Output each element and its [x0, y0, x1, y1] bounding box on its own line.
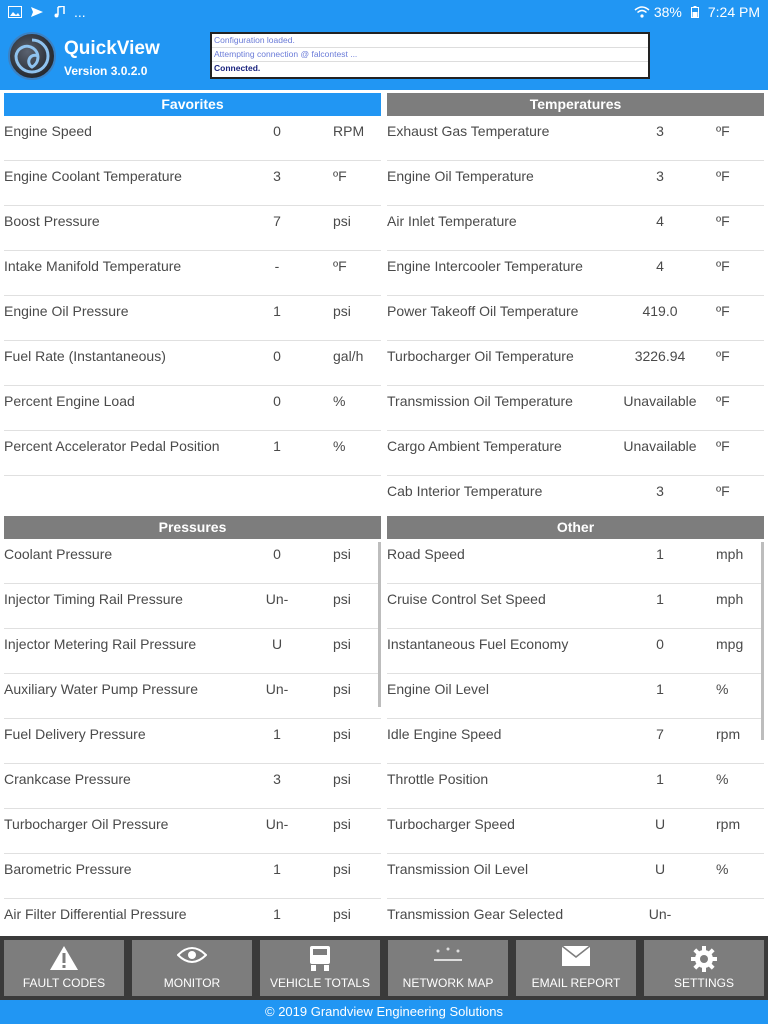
list-item[interactable]	[4, 899, 381, 935]
row-value: 0	[273, 348, 281, 364]
row-label: Intake Manifold Temperature	[4, 258, 182, 274]
row-unit: psi	[333, 861, 351, 877]
list-item[interactable]	[4, 539, 381, 584]
copyright-footer: © 2019 Grandview Engineering Solutions	[0, 1000, 768, 1024]
list-item[interactable]	[387, 539, 764, 584]
row-value: 3	[656, 168, 664, 184]
row-value: 3	[656, 123, 664, 139]
log-line: Connected.	[214, 63, 261, 73]
fault-codes-label: FAULT CODES	[22, 976, 106, 990]
monitor-button[interactable]	[132, 940, 252, 996]
other-list	[387, 539, 764, 935]
temperatures-header: Temperatures	[387, 93, 764, 116]
row-value: 0	[273, 393, 281, 409]
row-unit: psi	[333, 816, 351, 832]
app-logo	[8, 32, 56, 80]
eye-icon	[177, 945, 207, 965]
row-value: U	[271, 636, 283, 652]
list-item[interactable]	[387, 251, 764, 296]
list-item[interactable]	[387, 584, 764, 629]
row-value: 419.0	[642, 303, 678, 319]
row-label: Fuel Delivery Pressure	[4, 726, 146, 742]
list-item[interactable]	[387, 854, 764, 899]
row-value: 3	[273, 771, 281, 787]
row-value: 3	[273, 168, 281, 184]
list-item[interactable]	[4, 386, 381, 431]
row-unit: %	[716, 681, 729, 697]
row-label: Auxiliary Water Pump Pressure	[4, 681, 198, 697]
row-value: 1	[656, 771, 664, 787]
row-label: Transmission Oil Temperature	[387, 393, 573, 409]
swirl-logo-icon	[10, 34, 54, 78]
row-value: 3	[656, 483, 664, 499]
row-unit: mph	[716, 591, 744, 607]
list-item[interactable]	[4, 161, 381, 206]
row-unit: ºF	[716, 483, 730, 499]
row-value: 0	[273, 546, 281, 562]
row-unit: ºF	[716, 438, 730, 454]
list-item[interactable]	[4, 854, 381, 899]
list-item[interactable]	[387, 431, 764, 476]
row-value: Unavailable	[623, 438, 697, 454]
list-item[interactable]	[387, 764, 764, 809]
row-unit: mpg	[716, 636, 744, 652]
list-item[interactable]	[4, 296, 381, 341]
row-label: Cruise Control Set Speed	[387, 591, 546, 607]
list-item[interactable]	[4, 431, 381, 476]
wifi-icon	[634, 6, 648, 18]
row-label: Percent Accelerator Pedal Position	[4, 438, 220, 454]
row-label: Turbocharger Oil Pressure	[4, 816, 169, 832]
row-label: Injector Metering Rail Pressure	[4, 636, 197, 652]
row-value: 1	[273, 906, 281, 922]
row-value: 1	[273, 438, 281, 454]
row-label: Cab Interior Temperature	[387, 483, 543, 499]
row-label: Coolant Pressure	[4, 546, 113, 562]
row-unit: mph	[716, 546, 744, 562]
network-icon	[433, 945, 463, 965]
list-item[interactable]	[4, 341, 381, 386]
settings-label: SETTINGS	[673, 976, 734, 990]
row-unit: psi	[333, 726, 351, 742]
list-item[interactable]	[387, 899, 764, 935]
row-label: Fuel Rate (Instantaneous)	[4, 348, 166, 364]
log-line: Attempting connection @ falcontest ...	[212, 48, 648, 62]
other-header: Other	[387, 516, 764, 539]
row-value: Un-	[648, 906, 672, 922]
status-bar	[0, 0, 768, 24]
more-notifications: ...	[74, 4, 86, 20]
list-item[interactable]	[387, 296, 764, 341]
row-unit: psi	[333, 546, 351, 562]
row-unit: RPM	[333, 123, 365, 139]
list-item[interactable]	[4, 206, 381, 251]
row-unit: %	[333, 438, 346, 454]
list-item[interactable]	[4, 764, 381, 809]
row-label: Injector Timing Rail Pressure	[4, 591, 183, 607]
row-unit: psi	[333, 906, 351, 922]
row-unit: rpm	[716, 816, 741, 832]
row-label: Turbocharger Speed	[387, 816, 515, 832]
list-item[interactable]	[387, 206, 764, 251]
row-label: Boost Pressure	[4, 213, 100, 229]
list-item[interactable]	[4, 719, 381, 764]
row-label: Engine Oil Level	[387, 681, 489, 697]
row-label: Engine Oil Temperature	[387, 168, 534, 184]
list-item[interactable]	[4, 629, 381, 674]
network-map-label: NETWORK MAP	[402, 976, 494, 990]
list-item[interactable]	[387, 476, 764, 510]
row-unit: ºF	[716, 213, 730, 229]
app-title: QuickView	[64, 38, 160, 59]
image-icon	[8, 6, 22, 18]
list-item[interactable]	[387, 674, 764, 719]
vehicle-totals-label: VEHICLE TOTALS	[269, 976, 371, 990]
row-value: U	[654, 816, 666, 832]
row-unit: ºF	[716, 258, 730, 274]
row-label: Exhaust Gas Temperature	[387, 123, 550, 139]
status-bar-right	[634, 4, 760, 20]
row-unit: psi	[333, 303, 351, 319]
row-unit: ºF	[716, 303, 730, 319]
pressures-panel[interactable]	[4, 516, 381, 935]
row-label: Engine Speed	[4, 123, 92, 139]
gear-icon	[690, 945, 718, 973]
temperatures-panel[interactable]	[387, 93, 764, 510]
row-value: 4	[656, 258, 664, 274]
row-unit: psi	[333, 213, 351, 229]
pressures-scrollbar[interactable]	[378, 542, 381, 707]
row-label: Road Speed	[387, 546, 465, 562]
row-label: Power Takeoff Oil Temperature	[387, 303, 579, 319]
row-value: U	[654, 861, 666, 877]
row-label: Transmission Oil Level	[387, 861, 529, 877]
fault-codes-button[interactable]	[4, 940, 124, 996]
row-value: 1	[273, 303, 281, 319]
row-value: 1	[273, 726, 281, 742]
list-item[interactable]	[4, 116, 381, 161]
row-unit: gal/h	[333, 348, 364, 364]
row-label: Cargo Ambient Temperature	[387, 438, 562, 454]
row-value: -	[274, 258, 280, 274]
log-line: Configuration loaded.	[212, 34, 648, 48]
row-label: Idle Engine Speed	[387, 726, 502, 742]
row-value: 1	[656, 681, 664, 697]
row-value: 0	[656, 636, 664, 652]
email-report-button[interactable]	[516, 940, 636, 996]
list-item[interactable]	[4, 251, 381, 296]
row-value: 7	[273, 213, 281, 229]
email-report-label: EMAIL REPORT	[531, 976, 621, 990]
favorites-list	[4, 116, 381, 476]
row-unit: %	[716, 771, 729, 787]
row-unit: ºF	[716, 348, 730, 364]
row-unit: %	[716, 861, 729, 877]
status-bar-left	[8, 4, 86, 20]
list-item[interactable]	[4, 584, 381, 629]
temperatures-list	[387, 116, 764, 510]
row-value: 7	[656, 726, 664, 742]
row-unit: rpm	[716, 726, 741, 742]
row-label: Barometric Pressure	[4, 861, 132, 877]
row-value: 1	[656, 591, 664, 607]
vehicle-totals-button[interactable]	[260, 940, 380, 996]
row-label: Percent Engine Load	[4, 393, 135, 409]
row-unit: ºF	[333, 258, 347, 274]
battery-icon	[688, 6, 702, 18]
row-label: Air Inlet Temperature	[387, 213, 517, 229]
list-item[interactable]	[387, 719, 764, 764]
row-value: Un-	[265, 681, 289, 697]
row-label: Crankcase Pressure	[4, 771, 131, 787]
app-header	[0, 24, 768, 90]
row-unit: psi	[333, 681, 351, 697]
row-value: Un-	[265, 591, 289, 607]
row-value: 1	[273, 861, 281, 877]
list-item[interactable]	[387, 161, 764, 206]
bottom-nav	[0, 936, 768, 1000]
envelope-icon	[561, 945, 591, 967]
row-value: Un-	[265, 816, 289, 832]
send-icon	[30, 6, 44, 18]
row-label: Turbocharger Oil Temperature	[387, 348, 574, 364]
settings-button[interactable]	[644, 940, 764, 996]
pressures-header: Pressures	[4, 516, 381, 539]
list-item[interactable]	[4, 809, 381, 854]
battery-percent: 38%	[653, 4, 682, 20]
warning-icon	[49, 945, 79, 971]
list-item[interactable]	[4, 674, 381, 719]
monitor-label: MONITOR	[163, 976, 221, 990]
row-label: Throttle Position	[387, 771, 489, 787]
row-label: Engine Coolant Temperature	[4, 168, 182, 184]
row-value: 4	[656, 213, 664, 229]
other-scrollbar[interactable]	[761, 542, 764, 740]
row-label: Engine Oil Pressure	[4, 303, 129, 319]
row-unit: ºF	[716, 168, 730, 184]
row-unit: psi	[333, 771, 351, 787]
row-label: Instantaneous Fuel Economy	[387, 636, 569, 652]
list-item[interactable]	[387, 341, 764, 386]
row-value: Unavailable	[623, 393, 697, 409]
list-item[interactable]	[387, 809, 764, 854]
connection-log[interactable]	[210, 32, 650, 79]
favorites-panel[interactable]	[4, 93, 381, 510]
clock: 7:24 PM	[707, 4, 760, 20]
row-value: 3226.94	[634, 348, 686, 364]
row-label: Air Filter Differential Pressure	[4, 906, 187, 922]
list-item[interactable]	[387, 629, 764, 674]
app-version: Version 3.0.2.0	[64, 64, 148, 78]
row-value: 1	[656, 546, 664, 562]
row-value: 0	[273, 123, 281, 139]
pressures-list	[4, 539, 381, 935]
music-note-icon	[52, 6, 66, 18]
row-unit: psi	[333, 636, 351, 652]
row-unit: ºF	[716, 393, 730, 409]
row-unit: ºF	[716, 123, 730, 139]
row-label: Transmission Gear Selected	[387, 906, 564, 922]
row-unit: psi	[333, 591, 351, 607]
list-item[interactable]	[387, 386, 764, 431]
list-item[interactable]	[387, 116, 764, 161]
row-unit: ºF	[333, 168, 347, 184]
other-panel[interactable]	[387, 516, 764, 935]
truck-icon	[308, 945, 332, 973]
row-unit: %	[333, 393, 346, 409]
network-map-button[interactable]	[388, 940, 508, 996]
favorites-header: Favorites	[4, 93, 381, 116]
row-label: Engine Intercooler Temperature	[387, 258, 583, 274]
